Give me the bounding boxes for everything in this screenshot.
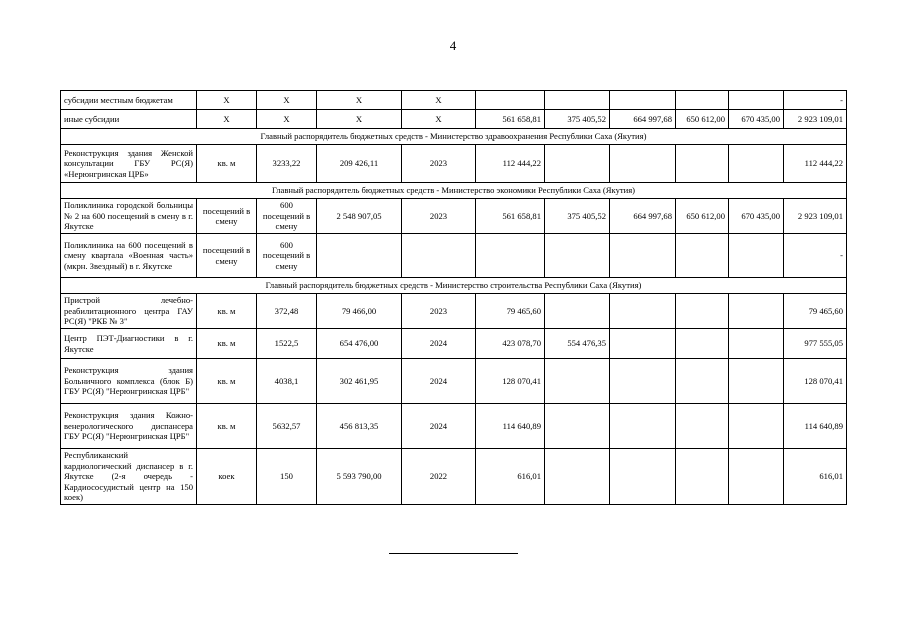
cell-unit: X [197, 91, 257, 110]
cell-total: 128 070,41 [784, 359, 847, 404]
cell-capacity: 600 посещений в смену [257, 199, 317, 234]
section-header: Главный распорядитель бюджетных средств - Министерство здравоохранения Республики Саха (Якутия) [61, 129, 847, 145]
section-header-row [61, 129, 847, 145]
cell-year [402, 234, 476, 278]
cell-object-name: Реконструкция здания Кожно-венерологического диспансера ГБУ РС(Я) "Нерюнгринская ЦРБ" [61, 404, 197, 449]
cell-unit: X [197, 110, 257, 129]
cell-amount-3 [610, 294, 676, 329]
section-header: Главный распорядитель бюджетных средств - Министерство экономики Республики Саха (Якутия) [61, 183, 847, 199]
cell-amount-2 [545, 449, 610, 505]
cell-capacity: 372,48 [257, 294, 317, 329]
table-row [61, 359, 847, 404]
cell-amount-4: 650 612,00 [676, 110, 729, 129]
cell-object-name: Поликлиника на 600 посещений в смену квартала «Военная часть» (мкрн. Звездный) в г. Якутске [61, 234, 197, 278]
cell-amount-2: 554 476,35 [545, 329, 610, 359]
cell-object-name: Поликлиника городской больницы № 2 на 600 посещений в смену в г. Якутске [61, 199, 197, 234]
cell-amount-3 [610, 404, 676, 449]
bottom-rule [389, 553, 518, 554]
cell-amount-3 [610, 359, 676, 404]
cell-total: 2 923 109,01 [784, 110, 847, 129]
cell-amount-5 [729, 145, 784, 183]
cell-amount-5: 670 435,00 [729, 110, 784, 129]
cell-capacity: X [257, 91, 317, 110]
cell-amount-4 [676, 449, 729, 505]
cell-amount-2 [545, 91, 610, 110]
table-row [61, 234, 847, 278]
cell-capacity: 600 посещений в смену [257, 234, 317, 278]
cell-estimated-cost: 2 548 907,05 [317, 199, 402, 234]
cell-unit: посещений в смену [197, 199, 257, 234]
cell-amount-1: 79 465,60 [476, 294, 545, 329]
cell-amount-5: 670 435,00 [729, 199, 784, 234]
cell-amount-4 [676, 294, 729, 329]
cell-amount-4 [676, 91, 729, 110]
cell-unit: кв. м [197, 294, 257, 329]
cell-unit: кв. м [197, 329, 257, 359]
cell-amount-2 [545, 234, 610, 278]
cell-amount-1: 114 640,89 [476, 404, 545, 449]
cell-estimated-cost [317, 234, 402, 278]
budget-table [60, 90, 847, 505]
cell-year: 2023 [402, 294, 476, 329]
cell-capacity: 4038,1 [257, 359, 317, 404]
cell-year: 2022 [402, 449, 476, 505]
cell-object-name: субсидии местным бюджетам [61, 91, 197, 110]
cell-amount-5 [729, 404, 784, 449]
cell-amount-2 [545, 359, 610, 404]
cell-amount-4 [676, 404, 729, 449]
table-row [61, 145, 847, 183]
cell-capacity: 1522,5 [257, 329, 317, 359]
table-row [61, 91, 847, 110]
cell-total: 616,01 [784, 449, 847, 505]
cell-year: X [402, 91, 476, 110]
cell-object-name: Реконструкция здания Больничного комплекса (блок Б) ГБУ РС(Я) "Нерюнгринская ЦРБ" [61, 359, 197, 404]
cell-total: 977 555,05 [784, 329, 847, 359]
cell-amount-2 [545, 294, 610, 329]
cell-estimated-cost: 302 461,95 [317, 359, 402, 404]
cell-total: 2 923 109,01 [784, 199, 847, 234]
cell-amount-5 [729, 234, 784, 278]
table-row [61, 110, 847, 129]
table-row [61, 294, 847, 329]
cell-object-name: Пристрой лечебно-реабилитационного центра ГАУ РС(Я) "РКБ № 3" [61, 294, 197, 329]
cell-amount-3 [610, 145, 676, 183]
cell-amount-1: 561 658,81 [476, 110, 545, 129]
cell-amount-2 [545, 404, 610, 449]
cell-year: 2024 [402, 359, 476, 404]
cell-year: 2024 [402, 329, 476, 359]
cell-capacity: 150 [257, 449, 317, 505]
table-row [61, 199, 847, 234]
cell-amount-3: 664 997,68 [610, 199, 676, 234]
cell-unit: кв. м [197, 145, 257, 183]
cell-object-name: Республиканский кардиологический диспансер в г. Якутске (2-я очередь - Кардиососудистый центр на 150 коек) [61, 449, 197, 505]
cell-total: - [784, 91, 847, 110]
cell-unit: посещений в смену [197, 234, 257, 278]
cell-capacity: X [257, 110, 317, 129]
cell-amount-2: 375 405,52 [545, 199, 610, 234]
section-header: Главный распорядитель бюджетных средств - Министерство строительства Республики Саха (Якутия) [61, 278, 847, 294]
cell-object-name: иные субсидии [61, 110, 197, 129]
cell-amount-1: 561 658,81 [476, 199, 545, 234]
cell-estimated-cost: X [317, 110, 402, 129]
cell-unit: кв. м [197, 404, 257, 449]
cell-object-name: Реконструкция здания Женской консультации ГБУ РС(Я) «Нерюнгринская ЦРБ» [61, 145, 197, 183]
section-header-row [61, 183, 847, 199]
cell-amount-1: 616,01 [476, 449, 545, 505]
cell-year: 2023 [402, 199, 476, 234]
cell-amount-2 [545, 145, 610, 183]
cell-amount-4: 650 612,00 [676, 199, 729, 234]
cell-amount-5 [729, 329, 784, 359]
cell-total: - [784, 234, 847, 278]
cell-capacity: 5632,57 [257, 404, 317, 449]
cell-object-name: Центр ПЭТ-Диагностики в г. Якутске [61, 329, 197, 359]
page-number: 4 [449, 38, 457, 53]
cell-amount-5 [729, 91, 784, 110]
cell-amount-5 [729, 359, 784, 404]
cell-amount-4 [676, 329, 729, 359]
cell-amount-4 [676, 234, 729, 278]
cell-total: 112 444,22 [784, 145, 847, 183]
cell-amount-2: 375 405,52 [545, 110, 610, 129]
section-header-row [61, 278, 847, 294]
cell-estimated-cost: 79 466,00 [317, 294, 402, 329]
cell-year: 2024 [402, 404, 476, 449]
cell-amount-4 [676, 359, 729, 404]
cell-unit: коек [197, 449, 257, 505]
cell-amount-1 [476, 91, 545, 110]
cell-year: X [402, 110, 476, 129]
cell-amount-1: 128 070,41 [476, 359, 545, 404]
cell-amount-3 [610, 234, 676, 278]
cell-estimated-cost: 654 476,00 [317, 329, 402, 359]
table-row [61, 329, 847, 359]
table-row [61, 404, 847, 449]
cell-estimated-cost: 456 813,35 [317, 404, 402, 449]
cell-amount-3 [610, 329, 676, 359]
cell-amount-3 [610, 449, 676, 505]
cell-capacity: 3233,22 [257, 145, 317, 183]
cell-amount-3 [610, 91, 676, 110]
cell-amount-5 [729, 449, 784, 505]
cell-amount-1: 423 078,70 [476, 329, 545, 359]
table-row [61, 449, 847, 505]
cell-year: 2023 [402, 145, 476, 183]
table-body [61, 91, 847, 505]
cell-estimated-cost: 209 426,11 [317, 145, 402, 183]
cell-amount-3: 664 997,68 [610, 110, 676, 129]
cell-total: 114 640,89 [784, 404, 847, 449]
cell-amount-5 [729, 294, 784, 329]
cell-amount-4 [676, 145, 729, 183]
cell-unit: кв. м [197, 359, 257, 404]
cell-amount-1 [476, 234, 545, 278]
cell-estimated-cost: X [317, 91, 402, 110]
cell-estimated-cost: 5 593 790,00 [317, 449, 402, 505]
cell-amount-1: 112 444,22 [476, 145, 545, 183]
cell-total: 79 465,60 [784, 294, 847, 329]
